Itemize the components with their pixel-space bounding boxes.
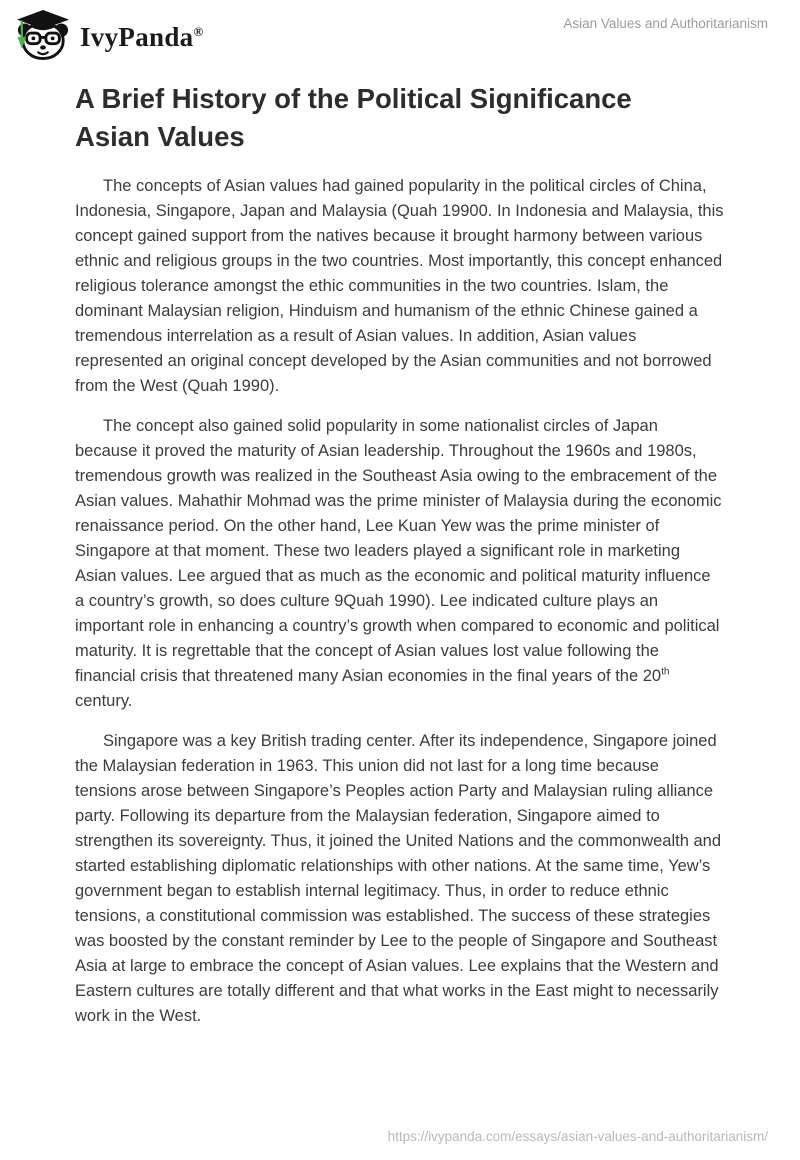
- brand-logo-group: [14, 6, 203, 63]
- header-document-title: Asian Values and Authoritarianism: [563, 16, 768, 31]
- page-header: [14, 6, 768, 63]
- registered-trademark-symbol: ®: [193, 24, 204, 39]
- paragraph-2: [75, 414, 724, 714]
- brand-name-text: IvyPanda: [80, 22, 194, 52]
- paragraph-1-text: The concepts of Asian values had gained popularity in the political circles of China, Indonesia, Singapore, Japan and Malaysia (Quah 19900. In Indonesia and Malaysia, this concept gained support from the natives because it brought harmony between various ethnic and religious groups in the two countries. Most importantly, this concept enhanced religious tolerance amongst the ethic communities in the two countries. Islam, the dominant Malaysian religion, Hinduism and humanism of the ethnic Chinese gained a tremendous interrelation as a result of Asian values. In addition, Asian values represented an original concept developed by the Asian communities and not borrowed from the West (Quah 1990).: [75, 177, 724, 395]
- paragraph-2-text-end: century.: [75, 692, 133, 710]
- page-title: [75, 80, 724, 156]
- page-title-line-1: A Brief History of the Political Significance: [75, 83, 632, 114]
- ivypanda-panda-icon: [14, 9, 72, 61]
- paragraph-3-text: Singapore was a key British trading center. After its independence, Singapore joined the Malaysian federation in 1963. This union did not last for a long time because tensions arose between Singapore’s Peoples action Party and Malaysian ruling alliance party. Following its departure from the Malaysian federation, Singapore aimed to strengthen its sovereignty. Thus, it joined the United Nations and the commonwealth and started establishing diplomatic relationships with other nations. At the same time, Yew’s government began to establish internal legitimacy. Thus, in order to reduce ethnic tensions, a constitutional commission was established. The success of these strategies was boosted by the constant reminder by Lee to the people of Singapore and Southeast Asia at large to embrace the concept of Asian values. Lee explains that the Western and Eastern cultures are totally different and that what works in the East might to necessarily work in the West.: [75, 732, 722, 1025]
- page-title-line-2: Asian Values: [75, 121, 245, 152]
- footer-source-url: https://ivypanda.com/essays/asian-values-and-authoritarianism/: [387, 1129, 768, 1144]
- paragraph-2-text: The concept also gained solid popularity in some nationalist circles of Japan because it proved the maturity of Asian leadership. Throughout the 1960s and 1980s, tremendous growth was realized in the Southeast Asia owing to the embracement of the Asian values. Mahathir Mohmad was the prime minister of Malaysia during the economic renaissance period. On the other hand, Lee Kuan Yew was the prime minister of Singapore at that moment. These two leaders played a significant role in marketing Asian values. Lee argued that as much as the economic and political maturity influence a country’s growth, so does culture 9Quah 1990). Lee indicated culture plays an important role in enhancing a country’s growth when compared to economic and political maturity. It is regrettable that the concept of Asian values lost value following the financial crisis that threatened many Asian economies in the final years of the 20: [75, 417, 722, 685]
- paragraph-1: [75, 174, 724, 399]
- article-content: [75, 80, 724, 1044]
- ordinal-superscript: th: [661, 666, 670, 678]
- paragraph-3: [75, 729, 724, 1029]
- brand-name: [80, 6, 203, 63]
